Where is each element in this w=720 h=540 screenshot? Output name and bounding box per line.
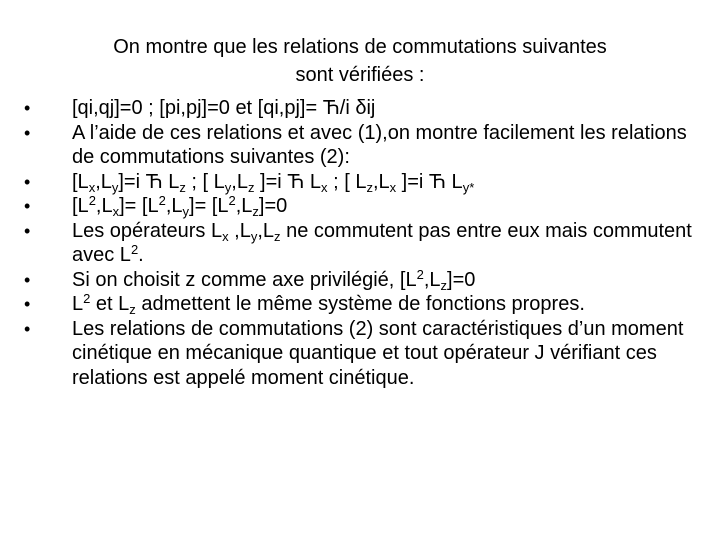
subscript: z [247, 179, 255, 195]
text-run: ,L [231, 170, 248, 193]
bullet-item [24, 268, 704, 293]
superscript: 2 [228, 193, 236, 208]
subscript: z [252, 204, 259, 219]
text-run: ,L [165, 195, 183, 217]
subscript: y [250, 228, 258, 244]
text-run: Les opérateurs L [72, 219, 223, 242]
text-run: ; [ L [185, 170, 225, 193]
text-run: ne commutent pas entre eux mais commutent avec L [72, 219, 692, 266]
bullet-dot: • [24, 318, 31, 339]
bullet-text: Les relations de commutations (2) sont caractéristiques d’un moment cinétique en mécanique quantique et tout opérateur J vérifiant ces relations est appelé moment cinétique. [72, 317, 684, 389]
text-run: ,L [257, 219, 275, 242]
subscript: z [366, 179, 373, 195]
bullet-dot: • [24, 220, 31, 241]
superscript: 2 [130, 242, 139, 257]
superscript: 2 [83, 291, 91, 306]
bullet-item [24, 219, 704, 268]
bullet-item [24, 96, 704, 121]
text-run: ,L [423, 268, 441, 291]
bullet-text [72, 266, 476, 293]
text-run: ,L [235, 195, 253, 217]
bullet-item [24, 170, 704, 195]
text-run: ,L [95, 195, 113, 217]
bullet-text: A l’aide de ces relations et avec (1),on montre facilement les relations de commutations suivantes (2): [72, 121, 687, 168]
bullet-item [24, 317, 704, 391]
text-run: ; [ L [327, 170, 367, 193]
subscript: z [129, 302, 136, 317]
bullet-text [72, 293, 585, 315]
text-run: . [138, 244, 144, 266]
text-run: Si on choisit z comme axe privilégié, [L [72, 268, 417, 291]
subscript: y [224, 179, 232, 195]
text-run: L [72, 293, 84, 315]
intro-line-1: On montre que les relations de commutations suivantes [113, 36, 607, 58]
subscript: x [222, 228, 229, 244]
subscript: x [88, 179, 96, 195]
bullet-item [24, 194, 704, 219]
superscript: 2 [158, 193, 166, 208]
subscript: y* [462, 179, 475, 195]
text-run: ]=i Ћ L [254, 170, 322, 193]
bullet-dot: • [24, 98, 31, 118]
bullet-item [24, 121, 704, 170]
subscript: y [111, 179, 119, 195]
text-run: [L [72, 195, 89, 217]
intro-text [40, 33, 680, 89]
text-run: ,L [95, 170, 112, 193]
text-run: et L [90, 293, 130, 315]
subscript: x [112, 204, 120, 219]
bullet-dot: • [24, 171, 31, 192]
bullet-dot: • [24, 196, 31, 216]
bullet-text: [qi,qj]=0 ; [pi,pj]=0 et [qi,pj]= Ћ/i δij [72, 97, 376, 119]
text-run: ,L [228, 219, 251, 242]
subscript: z [440, 277, 448, 293]
text-run: admettent le même système de fonctions propres. [135, 293, 585, 315]
bullet-dot: • [24, 122, 31, 143]
bullet-dot: • [24, 294, 31, 314]
bullet-text [72, 195, 287, 217]
text-run: ]=i Ћ L [118, 170, 180, 193]
bullet-list [24, 96, 704, 390]
intro-line-2: sont vérifiées : [295, 64, 425, 86]
text-run: ]=0 [447, 268, 476, 291]
superscript: 2 [88, 193, 96, 208]
bullet-text [72, 220, 692, 267]
bullet-dot: • [24, 269, 31, 290]
text-run: ]=i Ћ L [396, 170, 463, 193]
text-run: ]= [L [119, 195, 159, 217]
subscript: z [179, 179, 186, 195]
subscript: z [274, 228, 281, 244]
subscript: y [182, 204, 190, 219]
text-run: ,L [372, 170, 390, 193]
bullet-item [24, 292, 704, 317]
text-run: [L [72, 170, 89, 193]
subscript: x [321, 179, 328, 195]
subscript: x [389, 179, 397, 195]
text-run: ]=0 [258, 195, 288, 217]
bullet-text [72, 171, 474, 193]
text-run: ]= [L [189, 195, 229, 217]
superscript: 2 [416, 266, 424, 282]
